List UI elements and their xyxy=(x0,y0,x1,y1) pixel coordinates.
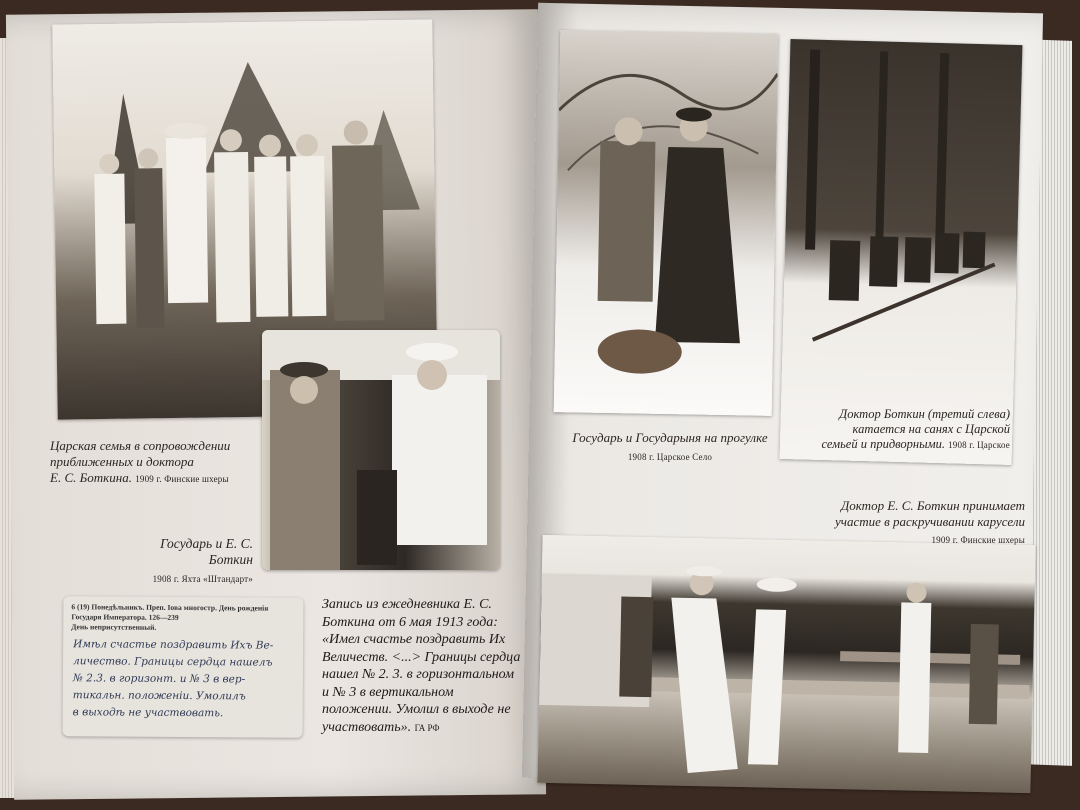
diary-page-image xyxy=(63,596,304,738)
diary-header-line-3: День неприсутственный. xyxy=(71,622,157,632)
photo4-caption-line-2: катается на санях с Царской xyxy=(852,422,1010,436)
photo-tsar-tsarina-walk xyxy=(554,30,779,416)
photo-botkin-sled xyxy=(780,39,1023,465)
photo4-caption-line-3: семьей и придворными. xyxy=(821,437,945,451)
photo5-caption-line-1: Доктор Е. С. Боткин принимает xyxy=(841,498,1025,513)
photo-tsar-and-botkin xyxy=(262,330,500,570)
photo5-caption-date: 1909 г. Финские шхеры xyxy=(931,535,1025,545)
photo3-caption xyxy=(545,430,795,465)
photo-sled-image xyxy=(780,39,1023,465)
photo-carousel-image xyxy=(537,535,1035,793)
diary-hand-line-5: в выходѣ не участвовать. xyxy=(72,706,224,720)
diary-hand-line-2: личество. Границы сердца нашелъ xyxy=(72,655,273,669)
diary-header-line-2: Государя Императора. 126—239 xyxy=(71,612,179,622)
photo3-caption-title: Государь и Государыня на прогулке xyxy=(572,430,768,445)
photo4-caption-line-1: Доктор Боткин (третий слева) xyxy=(839,407,1010,421)
photo1-caption-line-1: Царская семья в сопровождении xyxy=(50,438,231,453)
photo2-caption-date: 1908 г. Яхта «Штандарт» xyxy=(152,574,253,584)
photo5-caption-line-2: участие в раскручивании карусели xyxy=(834,514,1025,529)
diary-quote xyxy=(322,596,522,737)
photo1-caption-date: 1909 г. Финские шхеры xyxy=(135,474,229,484)
photo3-caption-date: 1908 г. Царское Село xyxy=(627,452,713,462)
photo2-caption-title: Государь и Е. С. Боткин xyxy=(160,536,253,567)
diary-quote-text: Запись из ежедневника Е. С. Боткина от 6 мая 1913 года: «Имел счастье поздравить Их Величеств. <...> Границы сердца нашел № 2. 3. в горизонтальном и № 3 в вертикальном положении. Умолил в выходе не участвовать». xyxy=(322,597,521,735)
diary-handwriting xyxy=(63,632,304,727)
photo1-caption xyxy=(50,438,280,487)
diary-hand-line-1: Имѣл счастье поздравить Ихъ Ве- xyxy=(73,638,274,652)
diary-quote-source: ГА РФ xyxy=(414,722,440,733)
photo4-caption-date: 1908 г. Царское xyxy=(948,440,1010,450)
photo2-caption xyxy=(118,536,253,587)
photo1-caption-line-2: приближенных и доктора xyxy=(50,454,194,469)
photo-walk-image xyxy=(554,30,779,416)
diary-hand-line-3: № 2.3. в горизонт. и № 3 в вер- xyxy=(72,672,246,686)
diary-hand-line-4: тикальн. положеніи. Умолилъ xyxy=(72,689,246,703)
photo1-caption-line-3: Е. С. Боткина. xyxy=(50,470,132,485)
photo4-caption xyxy=(800,407,1010,453)
photo-tsar-and-botkin-image xyxy=(262,330,500,570)
diary-header-line-1: 6 (19) Понедѣльникъ. Преп. Іова многостр. День рожденія xyxy=(71,602,269,613)
diary-header xyxy=(63,596,303,634)
photo-carousel xyxy=(537,535,1035,793)
